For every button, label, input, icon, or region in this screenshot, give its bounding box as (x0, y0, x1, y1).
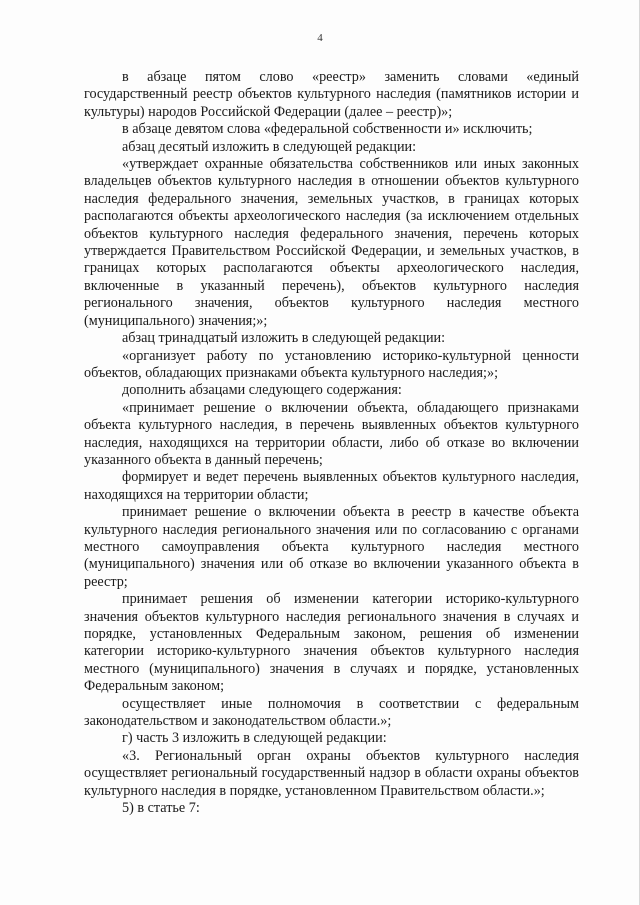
paragraph: дополнить абзацами следующего содержания: (122, 382, 402, 399)
body-text (84, 69, 579, 817)
paragraph: формирует и ведет перечень выявленных объектов культурного наследия, находящихся на территории области; (84, 469, 579, 503)
paragraph: «утверждает охранные обязательства собственников или иных законных владельцев объектов культурного наследия в отношении объектов культурного наследия федерального значения, земельных участков, в границах которых располагаются объекты археологического наследия (за исключением отдельных объектов культурного наследия федерального значения, перечень которых утверждается Правительством Российской Федерации, и земельных участков, в границах которых располагаются объекты археологического наследия, включенные в указанный перечень), объектов культурного наследия регионального значения, объектов культурного наследия местного (муниципального) значения;»; (84, 156, 579, 329)
page-number: 4 (317, 32, 323, 44)
paragraph: «3. Региональный орган охраны объектов культурного наследия осуществляет региональный государственный надзор в области охраны объектов культурного наследия в порядке, установленном Правительством области.»; (84, 747, 579, 799)
paragraph: «принимает решение о включении объекта, обладающего признаками объекта культурного наследия, в перечень выявленных объектов культурного наследия, находящихся на территории области, либо об отказе во включении указанного объекта в данный перечень; (84, 399, 579, 468)
paragraph: в абзаце девятом слова «федеральной собственности и» исключить; (122, 121, 533, 138)
paragraph: «организует работу по установлению историко-культурной ценности объектов, обладающих признаками объекта культурного наследия;»; (84, 347, 579, 381)
paragraph: абзац десятый изложить в следующей редакции: (122, 138, 417, 155)
paragraph: 5) в статье 7: (122, 800, 200, 817)
paragraph: в абзаце пятом слово «реестр» заменить словами «единый государственный реестр объектов культурного наследия (памятников истории и культуры) народов Российской Федерации (далее – реестр)»; (84, 69, 579, 120)
paragraph: абзац тринадцатый изложить в следующей редакции: (122, 330, 446, 347)
paragraph: г) часть 3 изложить в следующей редакции: (122, 730, 387, 747)
paragraph: принимает решения об изменении категории историко-культурного значения объектов культурного наследия регионального значения в случаях и порядке, установленных Федеральным законом, решения об изменении категории историко-культурного значения объектов культурного наследия местного (муниципального) значения в случаях и порядке, установленных Федеральным законом; (84, 591, 579, 695)
paragraph: принимает решение о включении объекта в реестр в качестве объекта культурного наследия регионального значения или по согласованию с органами местного самоуправления объекта культурного наследия местного (муниципального) значения или об отказе во включении указанного объекта в реестр; (84, 504, 579, 590)
paragraph: осуществляет иные полномочия в соответствии с федеральным законодательством и законодательством области.»; (84, 695, 579, 730)
